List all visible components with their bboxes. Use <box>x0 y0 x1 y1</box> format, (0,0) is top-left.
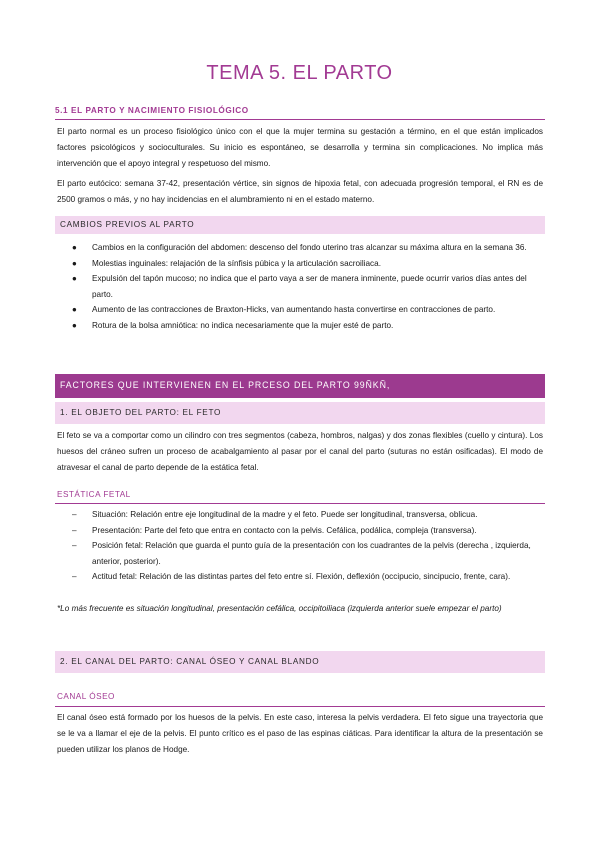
list-item: ● Aumento de las contracciones de Braxton-Hicks, van aumentando hasta convertirse en contracciones de parto. <box>57 302 543 318</box>
dash-icon: – <box>72 525 77 535</box>
objeto-heading-band <box>55 402 545 424</box>
paragraph-parto-normal: El parto normal es un proceso fisiológico único con el que la mujer termina su gestación a término, en el que están implicados factores psicológicos y socioculturales. Su inicio es espontáneo, se desarrolla y termina sin complicaciones. No implica más intervención que el apoyo integral y respetuoso del mismo. <box>57 127 543 168</box>
canal-heading: 2. EL CANAL DEL PARTO: CANAL ÓSEO Y CANAL BLANDO <box>60 657 320 666</box>
bullet-icon: ● <box>72 243 77 252</box>
dash-icon: – <box>72 541 77 550</box>
list-item: ● Expulsión del tapón mucoso; no indica que el parto vaya a ser de manera inminente, puede ocurrir varios días antes del parto. <box>57 271 543 302</box>
paragraph-canal-oseo: El canal óseo está formado por los huesos de la pelvis. En este caso, interesa la pelvis verdadera. El feto sigue una trayectoria que se le va a llamar el eje de la pelvis. El punto crítico es el paso de las espinas ciáticas. Para identificar la altura de la presentación se pueden utilizar los planos de Hodge. <box>57 713 543 754</box>
section-divider <box>55 503 545 504</box>
estatica-heading: ESTÁTICA FETAL <box>57 490 131 499</box>
cambios-list <box>57 240 543 333</box>
bullet-icon: ● <box>72 305 77 314</box>
page-title: TEMA 5. EL PARTO <box>206 62 393 84</box>
section-divider <box>55 119 545 120</box>
canal-oseo-heading: CANAL ÓSEO <box>57 692 115 701</box>
paragraph-parto-eutocico: El parto eutócico: semana 37-42, presentación vértice, sin signos de hipoxia fetal, con adecuada progresión temporal, el RN es de 2500 gramos o más, y no hay incidencias en el alumbramiento ni en el estado materno. <box>57 179 543 204</box>
bullet-icon: ● <box>72 258 77 268</box>
list-item: ● Rotura de la bolsa amniótica: no indica necesariamente que la mujer esté de parto. <box>57 318 543 334</box>
bullet-icon: ● <box>72 320 77 330</box>
factores-heading-band <box>55 374 545 398</box>
bullet-icon: ● <box>72 274 77 283</box>
canal-heading-band <box>55 651 545 673</box>
dash-icon: – <box>72 510 77 519</box>
list-item: ● Cambios en la configuración del abdomen: descenso del fondo uterino tras alcanzar su máxima altura en la semana 36. <box>57 240 543 256</box>
list-item: – Situación: Relación entre eje longitudinal de la madre y el feto. Puede ser longitudinal, transversa, oblicua. <box>57 507 543 523</box>
dash-icon: – <box>72 572 77 581</box>
cambios-heading-band <box>55 216 545 234</box>
section-heading-5-1: 5.1 EL PARTO Y NACIMIENTO FISIOLÓGICO <box>55 106 249 115</box>
list-item: – Actitud fetal: Relación de las distintas partes del feto entre sí. Flexión, deflexión (occipucio, sincipucio, frente, cara). <box>57 569 543 585</box>
estatica-note: *Lo más frecuente es situación longitudinal, presentación cefálica, occipitoiliaca (izquierda anterior suele empezar el parto) <box>57 604 502 613</box>
section-divider <box>55 706 545 707</box>
cambios-heading: CAMBIOS PREVIOS AL PARTO <box>60 220 195 229</box>
list-item: – Presentación: Parte del feto que entra en contacto con la pelvis. Cefálica, podálica, compleja (transversa). <box>57 523 543 539</box>
list-item: – Posición fetal: Relación que guarda el punto guía de la presentación con los cuadrantes de la pelvis (derecha , izquierda, anterior, posterior). <box>57 538 543 569</box>
paragraph-objeto: El feto se va a comportar como un cilindro con tres segmentos (cabeza, hombros, nalgas) y dos zonas flexibles (cuello y cintura). Los huesos del cráneo sufren un proceso de acabalgamiento al pasar por el canal del parto (suturas no están osificadas). El modo de atravesar el canal de parto depende de la estática fetal. <box>57 431 543 472</box>
factores-heading: FACTORES QUE INTERVIENEN EN EL PRCESO DEL PARTO 99ÑKÑ, <box>60 380 391 390</box>
list-item: ● Molestias inguinales: relajación de la sínfisis púbica y la articulación sacroiliaca. <box>57 256 543 272</box>
objeto-heading: 1. EL OBJETO DEL PARTO: EL FETO <box>60 408 222 417</box>
estatica-list <box>57 507 543 585</box>
